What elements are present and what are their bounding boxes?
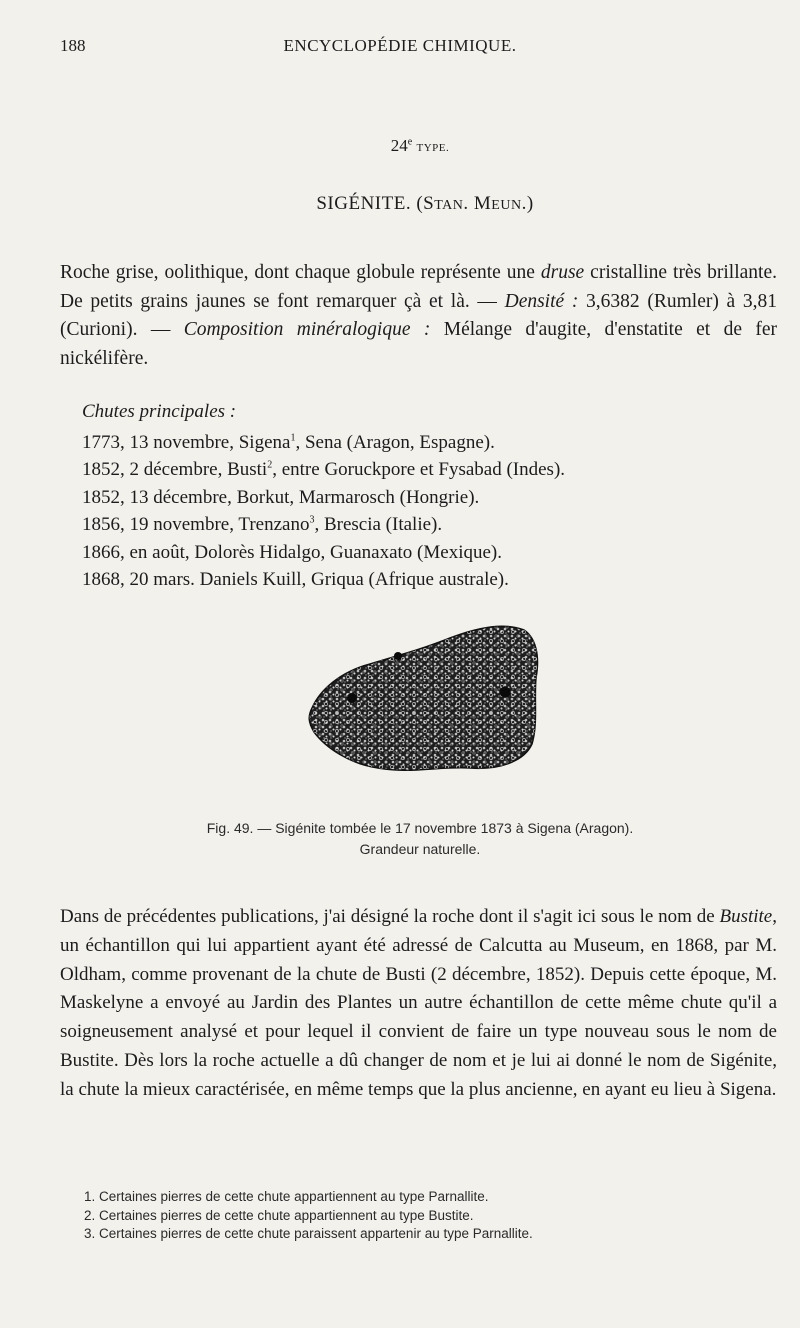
figure-caption	[0, 818, 800, 860]
meteorite-illustration	[300, 620, 550, 780]
section-title-attribution: (STAN. MEUN.)	[416, 193, 534, 214]
caption-line: Grandeur naturelle.	[359, 841, 481, 857]
footnote: 2. Certaines pierres de cette chute appartiennent au type Bustite.	[84, 1207, 474, 1223]
druse-term: druse	[540, 262, 585, 283]
footnotes	[84, 1188, 764, 1244]
chutes-list	[82, 398, 742, 594]
type-number: 24	[390, 136, 408, 155]
chute-item: 1868, 20 mars. Daniels Kuill, Griqua (Afrique australe).	[82, 569, 509, 590]
footnote: 1. Certaines pierres de cette chute appartiennent au type Parnallite.	[84, 1189, 489, 1204]
chute-item: 1866, en août, Dolorès Hidalgo, Guanaxato (Mexique).	[82, 541, 503, 563]
section-title	[0, 193, 800, 215]
densite-label: Densité :	[504, 290, 579, 312]
running-title: ENCYCLOPÉDIE CHIMIQUE.	[283, 36, 517, 55]
body-paragraph: Dans de précédentes publications, j'ai désigné la roche dont il s'agit ici sous le nom de Bustite, un échantillon qui lui appartient ayant été adressé de Calcutta au Museum, en 1868, par M. Oldham, comme provenant de la chute de Busti (2 décembre, 1852). Depuis cette époque, M. Maskelyne a envoyé au Jardin des Plantes un autre échantillon de cette même chute qu'il a soigneusement analysé et pour lequel il convient de faire un type nouveau sous le nom de Bustite. Dès lors la roche actuelle a dû changer de nom et je lui ai donné le nom de Sigénite, la chute la mieux caractérisée, en même temps que la plus ancienne, en ayant eu lieu à Sigena.	[60, 906, 777, 1100]
bustite-term: Bustite	[719, 906, 773, 927]
type-heading	[0, 136, 800, 156]
meteorite-figure	[300, 620, 550, 780]
caption-line: Fig. 49. — Sigénite tombée le 17 novembre 1873 à Sigena (Aragon).	[206, 820, 634, 836]
chute-item: 1852, 2 décembre, Busti$^2$, entre Goruckpore et Fysabad (Indes).	[82, 459, 566, 480]
page-number: 188	[60, 36, 86, 55]
chute-item: 1856, 19 novembre, Trenzano$^3$, Brescia (Italie).	[82, 514, 443, 535]
chute-item: 1773, 13 novembre, Sigena$^1$, Sena (Aragon, Espagne).	[82, 431, 495, 453]
type-label: TYPE.	[416, 142, 450, 154]
type-superscript: e	[407, 136, 413, 148]
footnote: 3. Certaines pierres de cette chute paraissent appartenir au type Parnallite.	[84, 1226, 533, 1241]
description-paragraph: Roche grise, oolithique, dont chaque globule représente une druse cristalline très brillante. De petits grains jaunes se font remarquer çà et là. — Densité : 3,6382 (Rumler) à 3,81 (Curioni). — Composition minéralogique : Mélange d'augite, d'enstatite et de fer nickélifère.	[60, 262, 777, 369]
running-header	[60, 36, 740, 60]
composition-label: Composition minéralogique :	[183, 319, 431, 340]
chutes-heading: Chutes principales :	[82, 401, 237, 422]
chute-item: 1852, 13 décembre, Borkut, Marmarosch (Hongrie).	[82, 486, 480, 508]
section-title-main: SIGÉNITE.	[316, 193, 412, 214]
